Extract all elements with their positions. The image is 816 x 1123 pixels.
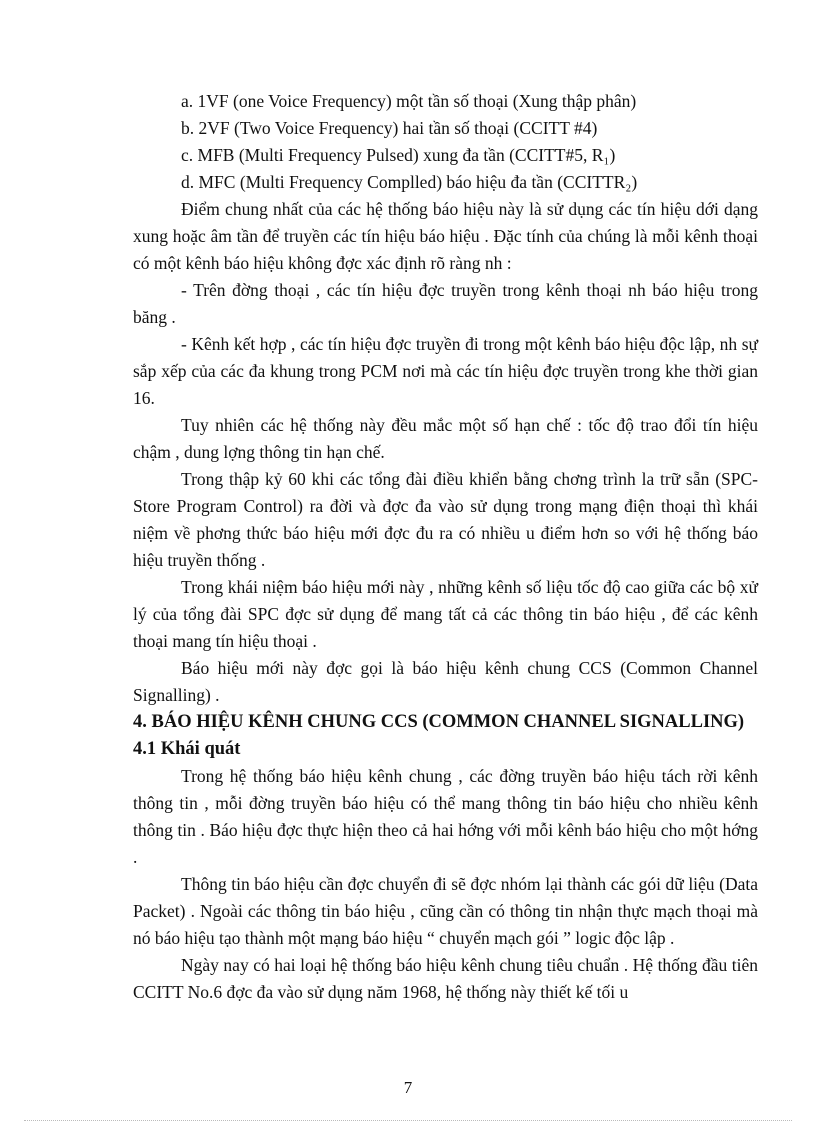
paragraph: Báo hiệu mới này đợc gọi là báo hiệu kênh chung CCS (Common Channel Signalling) . <box>133 658 758 705</box>
list-item: a. 1VF (one Voice Frequency) một tần số thoại (Xung thập phân) <box>181 91 637 111</box>
paragraph: Trong thập kỷ 60 khi các tổng đài điều khiển bằng chơng trình la trữ sẵn (SPC- Store Program Control) ra đời và đợc đa vào sử dụng trong mạng điện thoại thì khái niệm về phơng thức báo hiệu mới đợc đu ra có nhiều u điểm hơn so với hệ thống báo hiệu truyền thống . <box>133 469 758 570</box>
list-item: c. MFB (Multi Frequency Pulsed) xung đa tần (CCITT#5, R₁) <box>181 145 616 165</box>
paragraph: Trong hệ thống báo hiệu kênh chung , các đờng truyền báo hiệu tách rời kênh thông tin , mỗi đờng truyền báo hiệu có thể mang thông tin báo hiệu cho nhiều kênh thông tin . Báo hiệu đợc thực hiện theo cả hai hớng với mỗi kênh báo hiệu cho một hớng . <box>133 766 758 867</box>
body-text <box>133 88 758 1006</box>
subsection-heading: 4.1 Khái quát <box>133 739 241 759</box>
paragraph: Trong khái niệm báo hiệu mới này , những kênh số liệu tốc độ cao giữa các bộ xử lý của tổng đài SPC đợc sử dụng để mang tất cả các thông tin báo hiệu , để các kênh thoại mang tín hiệu thoại . <box>133 577 758 651</box>
paragraph: Thông tin báo hiệu cần đợc chuyển đi sẽ đợc nhóm lại thành các gói dữ liệu (Data Packet) . Ngoài các thông tin báo hiệu , cũng cần có thông tin nhận thực mạch thoại mà nó báo hiệu tạo thành một mạng báo hiệu “ chuyển mạch gói ” logic độc lập . <box>133 874 758 948</box>
paragraph: Điểm chung nhất của các hệ thống báo hiệu này là sử dụng các tín hiệu dới dạng xung hoặc âm tần để truyền các tín hiệu báo hiệu . Đặc tính của chúng là mỗi kênh thoại có một kênh báo hiệu không đợc xác định rõ ràng nh : <box>133 199 758 273</box>
paragraph: - Trên đờng thoại , các tín hiệu đợc truyền trong kênh thoại nh báo hiệu trong băng . <box>133 280 758 327</box>
paragraph: - Kênh kết hợp , các tín hiệu đợc truyền đi trong một kênh báo hiệu độc lập, nh sự sắp xếp của các đa khung trong PCM nơi mà các tín hiệu đợc truyền trong khe thời gian 16. <box>133 334 758 408</box>
footer-divider <box>24 1120 792 1121</box>
page-number: 7 <box>403 1078 413 1097</box>
list-item: b. 2VF (Two Voice Frequency) hai tần số thoại (CCITT #4) <box>181 118 598 138</box>
section-heading: 4. BÁO HIỆU KÊNH CHUNG CCS (COMMON CHANNEL SIGNALLING) <box>133 712 745 732</box>
paragraph: Ngày nay có hai loại hệ thống báo hiệu kênh chung tiêu chuẩn . Hệ thống đầu tiên CCITT No.6 đợc đa vào sử dụng năm 1968, hệ thống này thiết kế tối u <box>133 955 758 1002</box>
list-item: d. MFC (Multi Frequency Complled) báo hiệu đa tần (CCITTR₂) <box>181 172 638 192</box>
paragraph: Tuy nhiên các hệ thống này đều mắc một số hạn chế : tốc độ trao đổi tín hiệu chậm , dung lợng thông tin hạn chế. <box>133 415 758 462</box>
